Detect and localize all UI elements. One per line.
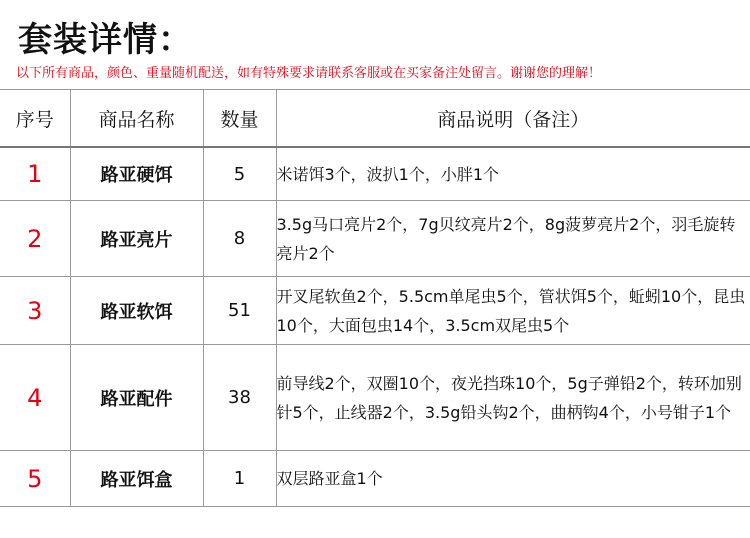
row-index: 1 (0, 147, 70, 201)
table-row (0, 277, 750, 345)
row-quantity: 1 (203, 451, 276, 507)
table-row (0, 201, 750, 277)
row-description: 开叉尾软鱼2个，5.5cm单尾虫5个，管状饵5个，蚯蚓10个，昆虫10个，大面包虫14个，3.5cm双尾虫5个 (276, 277, 750, 345)
row-index: 3 (0, 277, 70, 345)
row-index: 5 (0, 451, 70, 507)
row-description: 双层路亚盒1个 (276, 451, 750, 507)
row-description: 前导线2个，双圈10个，夜光挡珠10个，5g子弹铅2个，转环加别针5个，止线器2个，3.5g铅头钩2个，曲柄钩4个，小号钳子1个 (276, 345, 750, 451)
package-details-table (0, 89, 750, 507)
row-description: 米诺饵3个，波扒1个，小胖1个 (276, 147, 750, 201)
row-quantity: 51 (203, 277, 276, 345)
row-description: 3.5g马口亮片2个，7g贝纹亮片2个，8g菠萝亮片2个，羽毛旋转亮片2个 (276, 201, 750, 277)
row-product-name: 路亚软饵 (70, 277, 203, 345)
header-description: 商品说明（备注） (276, 90, 750, 148)
row-quantity: 5 (203, 147, 276, 201)
header-product-name: 商品名称 (70, 90, 203, 148)
row-product-name: 路亚硬饵 (70, 147, 203, 201)
row-index: 2 (0, 201, 70, 277)
table-header-row (0, 90, 750, 148)
row-product-name: 路亚亮片 (70, 201, 203, 277)
page-title: 套装详情： (18, 20, 193, 60)
table-row (0, 147, 750, 201)
table-row (0, 451, 750, 507)
row-index: 4 (0, 345, 70, 451)
notice-text: 以下所有商品，颜色、重量随机配送，如有特殊要求请联系客服或在买家备注处留言。谢谢您的理解！ (16, 66, 602, 81)
row-quantity: 8 (203, 201, 276, 277)
table-row (0, 345, 750, 451)
row-quantity: 38 (203, 345, 276, 451)
row-product-name: 路亚配件 (70, 345, 203, 451)
header-index: 序号 (0, 90, 70, 148)
row-product-name: 路亚饵盒 (70, 451, 203, 507)
header-quantity: 数量 (203, 90, 276, 148)
